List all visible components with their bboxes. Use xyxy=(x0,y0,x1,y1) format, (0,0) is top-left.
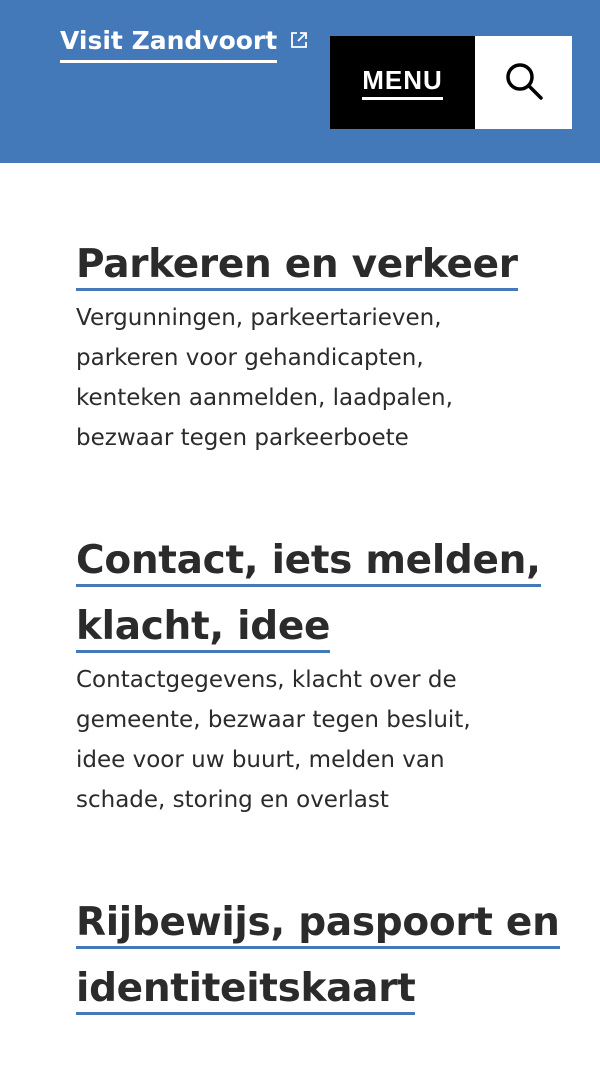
section-title-link[interactable]: Rijbewijs, paspoort en identiteitskaart xyxy=(76,900,560,1015)
menu-button[interactable] xyxy=(330,36,475,129)
section-parkeren xyxy=(76,232,576,458)
section-title xyxy=(76,232,576,298)
visit-zandvoort-link[interactable] xyxy=(60,24,309,63)
main-content xyxy=(76,232,576,1092)
menu-label: MENU xyxy=(362,65,443,100)
search-button[interactable] xyxy=(475,36,572,129)
section-title xyxy=(76,528,576,660)
section-title xyxy=(76,890,576,1022)
section-rijbewijs xyxy=(76,890,576,1022)
visit-zandvoort-label: Visit Zandvoort xyxy=(60,24,277,63)
section-description: Vergunningen, parkeertarieven, parkeren voor gehandicapten, kenteken aanmelden, laadpalen, bezwaar tegen parkeerboete xyxy=(76,305,453,451)
site-header xyxy=(0,0,600,163)
external-link-icon xyxy=(289,30,309,50)
section-title-link[interactable]: Parkeren en verkeer xyxy=(76,242,518,291)
section-description: Contactgegevens, klacht over de gemeente, bezwaar tegen besluit, idee voor uw buurt, melden van schade, storing en overlast xyxy=(76,667,471,813)
section-title-link[interactable]: Contact, iets melden, klacht, idee xyxy=(76,538,541,653)
search-icon xyxy=(503,60,545,105)
section-contact xyxy=(76,528,576,820)
